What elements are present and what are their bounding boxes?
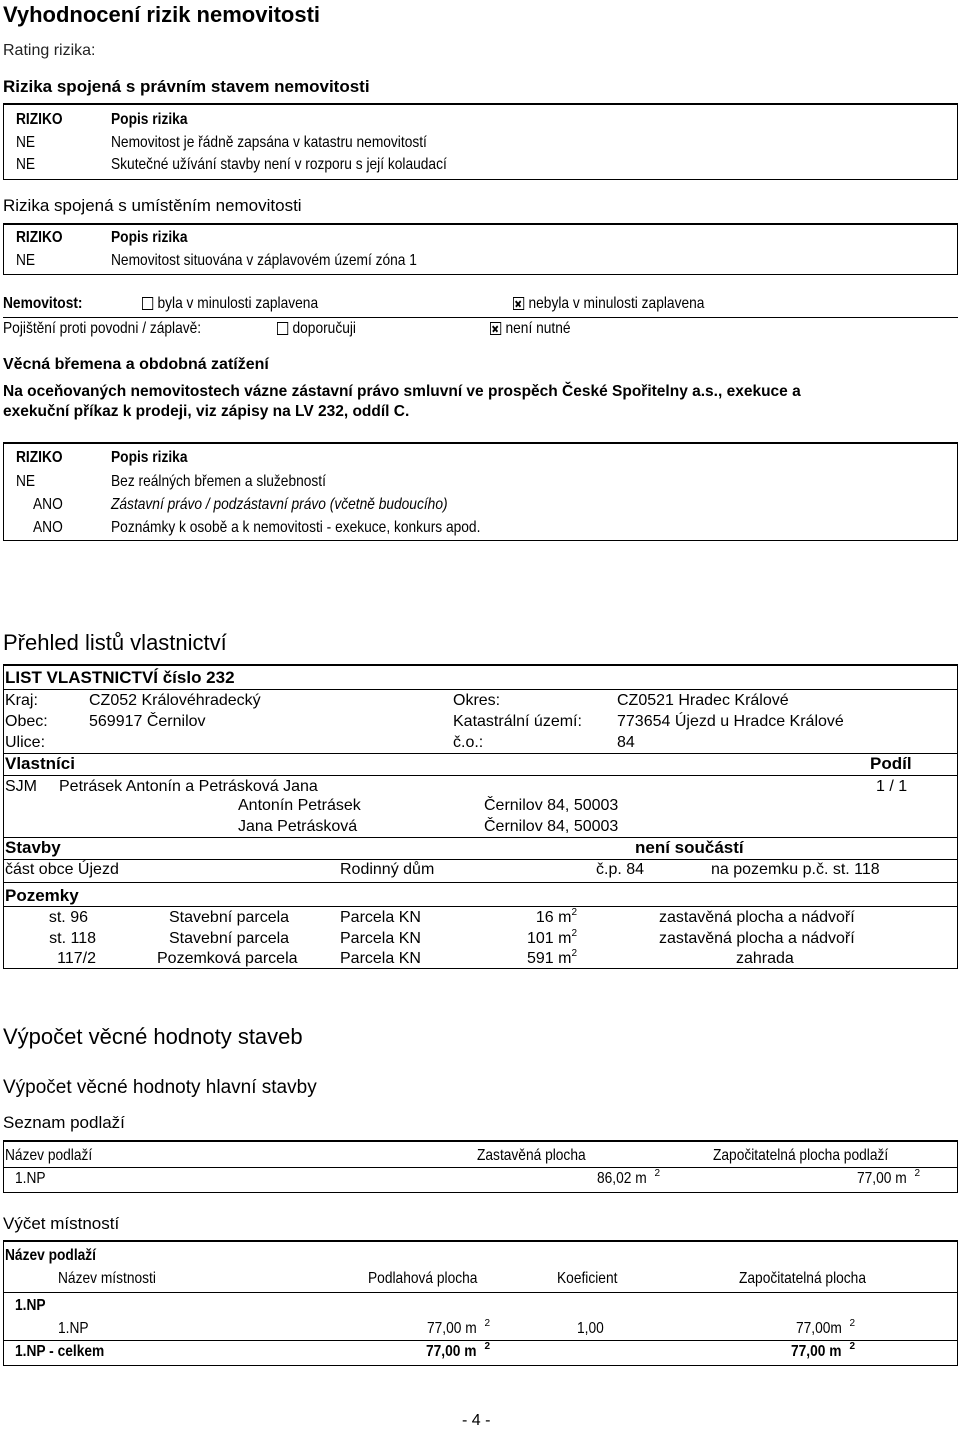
plot-kind: Pozemková parcela [157, 950, 298, 967]
owner-type: SJM [5, 778, 37, 795]
page-number: - 4 - [462, 1412, 491, 1429]
divider [957, 103, 958, 180]
checkbox-not-needed[interactable]: není nutné [490, 320, 571, 338]
person-name: Jana Petrásková [238, 818, 358, 835]
calc-subheading: Výpočet věcné hodnoty hlavní stavby [3, 1077, 317, 1098]
room-area: 77,00 m $^2$ [426, 1318, 490, 1337]
checkbox-checked-icon [513, 297, 524, 310]
divider [957, 442, 958, 541]
risk-description: Nemovitost situována v záplavovém území zóna 1 [111, 252, 417, 269]
ulice-label: Ulice: [5, 734, 46, 751]
divider [3, 442, 4, 541]
okres-label: Okres: [453, 692, 501, 709]
divider [3, 753, 958, 754]
column-header-desc: Popis rizika [111, 111, 188, 128]
ku-value: 773654 Újezd u Hradce Králové [617, 713, 844, 730]
plot-area: 16 $m^2$ [535, 907, 577, 926]
divider [3, 689, 958, 690]
easements-note-line1: Na oceňovaných nemovitostech vázne zástavní právo smluvní ve prospěch České Spořitelny a.s., exekuce a [3, 383, 801, 400]
share-label: Podíl [870, 754, 912, 773]
risk-description: Poznámky k osobě a k nemovitosti - exekuce, konkurs apod. [111, 519, 481, 536]
location-risks-heading: Rizika spojená s umístěním nemovitosti [3, 196, 302, 215]
owner-share: 1 / 1 [876, 778, 908, 795]
divider [3, 1167, 958, 1168]
divider [3, 1240, 4, 1366]
divider [3, 775, 958, 776]
divider [3, 223, 4, 275]
risk-description: Bez reálných břemen a služebností [111, 473, 326, 490]
rooms-total-usable: 77,00 m $^2$ [790, 1341, 855, 1360]
divider [3, 1140, 958, 1142]
divider [3, 837, 958, 838]
checkbox-not-flooded[interactable]: nebyla v minulosti zaplavena [513, 295, 704, 313]
person-name: Antonín Petrásek [238, 797, 361, 814]
divider [3, 1192, 958, 1193]
page-title: Vyhodnocení rizik nemovitosti [3, 2, 321, 27]
floor-usable: 77,00 m $^2$ [856, 1168, 920, 1187]
divider [957, 1240, 958, 1366]
floors-heading: Seznam podlaží [3, 1113, 125, 1132]
divider [957, 223, 958, 275]
plot-number: st. 118 [49, 930, 96, 947]
lv-box-title: LIST VLASTNICTVÍ číslo 232 [5, 668, 235, 687]
obec-label: Obec: [5, 713, 48, 730]
divider [3, 906, 958, 907]
plot-number: 117/2 [57, 950, 96, 967]
risk-value: NE [16, 134, 36, 151]
risk-value: NE [16, 473, 36, 490]
buildings-label: Stavby [5, 838, 61, 857]
divider [3, 274, 958, 275]
risk-description: Nemovitost je řádně zapsána v katastru nemovitostí [111, 134, 427, 151]
divider [3, 1240, 958, 1242]
divider [3, 1365, 958, 1366]
plot-register: Parcela KN [340, 950, 421, 967]
divider [3, 664, 958, 666]
column-header-risk: RIZIKO [16, 111, 63, 128]
rooms-col-name: Název místnosti [58, 1270, 156, 1287]
legal-risks-heading: Rizika spojená s právním stavem nemovitosti [3, 77, 370, 96]
person-address: Černilov 84, 50003 [484, 818, 619, 835]
room-name: 1.NP [58, 1320, 89, 1337]
divider [3, 859, 958, 860]
easements-heading: Věcná břemena a obdobná zatížení [3, 356, 269, 373]
easements-note-line2: exekuční příkaz k prodeji, viz zápisy na LV 232, oddíl C. [3, 403, 410, 420]
plot-kind: Stavební parcela [169, 909, 290, 926]
checkbox-empty-icon [142, 297, 153, 310]
co-label: č.o.: [453, 734, 484, 751]
owners-label: Vlastníci [5, 754, 75, 773]
rating-label: Rating rizika: [3, 42, 96, 59]
floors-col-name: Název podlaží [5, 1147, 93, 1164]
divider [3, 882, 958, 883]
divider [3, 317, 958, 318]
owner-name: Petrásek Antonín a Petrásková Jana [59, 778, 318, 795]
co-value: 84 [617, 734, 635, 751]
checkbox-checked-icon [490, 322, 501, 335]
buildings-note: není součástí [635, 838, 744, 857]
divider [3, 103, 958, 105]
floors-col-built: Zastavěná plocha [477, 1147, 586, 1164]
rooms-col-floor: Název podlaží [5, 1247, 96, 1264]
risk-value: ANO [33, 496, 63, 513]
risk-description: Zástavní právo / podzástavní právo (včetně budoucího) [111, 496, 448, 513]
risk-description: Skutečné užívání stavby není v rozporu s její kolaudací [111, 156, 447, 173]
plot-register: Parcela KN [340, 930, 421, 947]
divider [3, 540, 958, 541]
divider [3, 103, 4, 180]
column-header-desc: Popis rizika [111, 449, 188, 466]
flood-label: Nemovitost: [3, 295, 83, 312]
plot-register: Parcela KN [340, 909, 421, 926]
rooms-col-area: Podlahová plocha [368, 1270, 478, 1287]
divider [3, 223, 958, 225]
obec-value: 569917 Černilov [89, 713, 206, 730]
kraj-value: CZ052 Královéhradecký [89, 692, 261, 709]
plot-area: 591 $m^2$ [526, 948, 577, 967]
room-coef: 1,00 [577, 1320, 604, 1337]
okres-value: CZ0521 Hradec Králové [617, 692, 789, 709]
rooms-heading: Výčet místností [3, 1214, 120, 1233]
risk-value: NE [16, 252, 36, 269]
plot-use: zastavěná plocha a nádvoří [659, 909, 855, 926]
person-address: Černilov 84, 50003 [484, 797, 619, 814]
column-header-desc: Popis rizika [111, 229, 188, 246]
plot-kind: Stavební parcela [169, 930, 290, 947]
building-part: část obce Újezd [5, 861, 119, 878]
room-group-label: 1.NP [15, 1297, 46, 1314]
divider [3, 179, 958, 180]
divider [957, 664, 958, 969]
plots-label: Pozemky [5, 886, 79, 905]
plot-number: st. 96 [48, 909, 88, 926]
plot-use: zastavěná plocha a nádvoří [659, 930, 855, 947]
plot-use: zahrada [736, 950, 794, 967]
rooms-total-label: 1.NP - celkem [15, 1343, 105, 1360]
rooms-col-coef: Koeficient [557, 1270, 618, 1287]
ku-label: Katastrální území: [453, 713, 582, 730]
divider [3, 664, 4, 969]
divider [3, 1340, 958, 1341]
column-header-risk: RIZIKO [16, 229, 63, 246]
plot-area: 101 $m^2$ [526, 928, 577, 947]
checkbox-recommend[interactable]: doporučuji [277, 320, 356, 338]
checkbox-empty-icon [277, 322, 288, 335]
building-plot: na pozemku p.č. st. 118 [711, 861, 880, 878]
building-type: Rodinný dům [340, 861, 435, 878]
divider [3, 1292, 958, 1293]
floor-name: 1.NP [15, 1170, 46, 1187]
rooms-col-usable: Započitatelná plocha [739, 1270, 866, 1287]
divider [3, 968, 958, 969]
risk-value: ANO [33, 519, 63, 536]
divider [3, 442, 958, 444]
lv-heading: Přehled listů vlastnictví [3, 630, 227, 655]
calc-heading: Výpočet věcné hodnoty staveb [3, 1024, 303, 1049]
kraj-label: Kraj: [5, 692, 38, 709]
floor-built: 86,02 m $^2$ [596, 1168, 660, 1187]
risk-value: NE [16, 156, 36, 173]
floors-col-usable: Započitatelná plocha podlaží [713, 1147, 889, 1164]
building-cp: č.p. 84 [596, 861, 645, 878]
column-header-risk: RIZIKO [16, 449, 63, 466]
room-usable: 77,00m $^2$ [796, 1318, 855, 1337]
checkbox-flooded[interactable]: byla v minulosti zaplavena [142, 295, 318, 313]
insurance-label: Pojištění proti povodni / záplavě: [3, 320, 202, 337]
rooms-total-area: 77,00 m $^2$ [425, 1341, 490, 1360]
